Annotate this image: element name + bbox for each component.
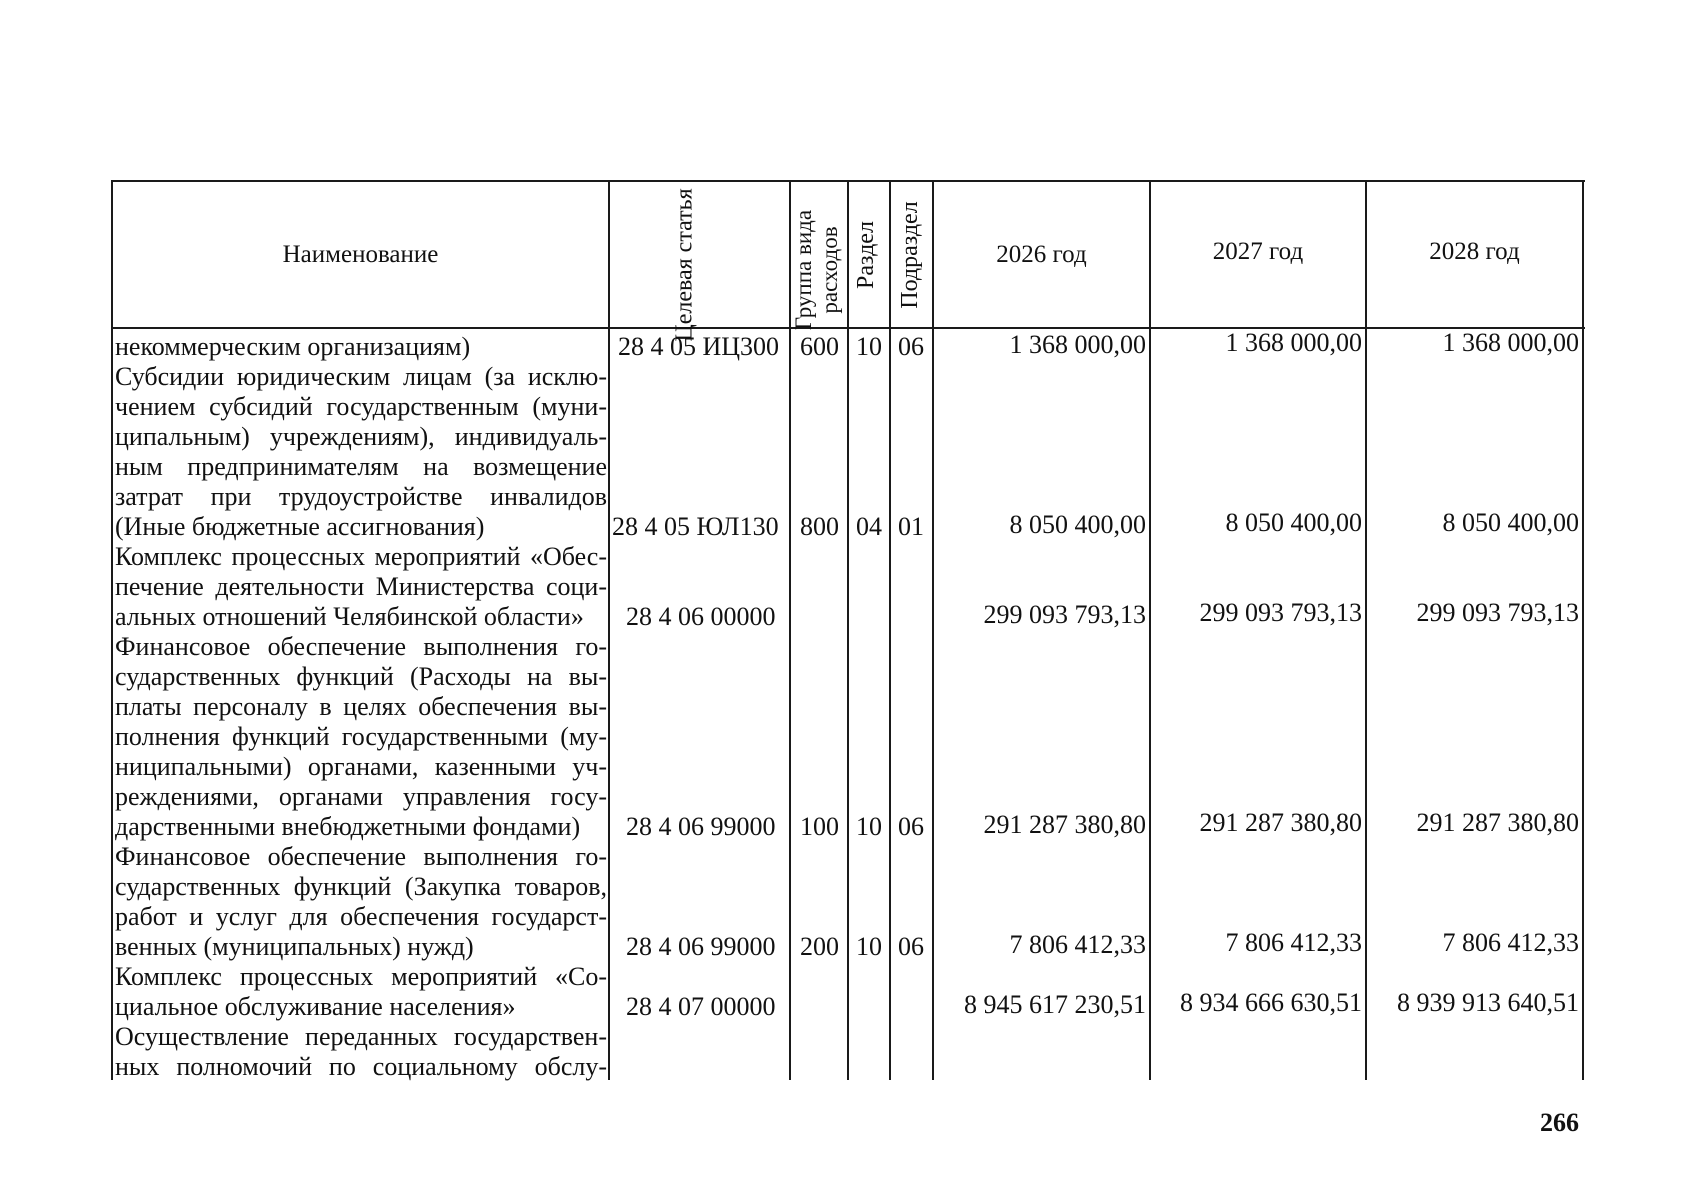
page-number: 266	[1540, 1108, 1579, 1137]
row-2027: 299 093 793,13	[1199, 598, 1362, 627]
row-2026: 299 093 793,13	[983, 600, 1146, 629]
row-subsection: 01	[898, 512, 924, 541]
row-section: 04	[856, 512, 882, 541]
header-target: Целевая статья	[671, 188, 698, 342]
header-2027: 2027 год	[1212, 238, 1304, 265]
header-section: Раздел	[853, 221, 879, 289]
row-name: некоммерческим организациям)	[115, 332, 471, 361]
row-name: Финансовое обеспечение выполнения го- сударственных функций (Закупка товаров, работ и услуг для обеспечения государст- венных (муниципальных) нужд)	[115, 842, 607, 961]
row-2027: 8 934 666 630,51	[1180, 988, 1362, 1017]
row-target: 28 4 06 99000	[626, 812, 776, 841]
row-subsection: 06	[898, 332, 924, 361]
col-divider-section	[889, 180, 891, 1080]
row-name: Финансовое обеспечение выполнения го- сударственных функций (Расходы на вы- платы персоналу в целях обеспечения вы- полнения функций государственными (му- ниципальными) органами, казенными уч- реждениями, органами управления госу- дарственными внебюджетными фондами)	[115, 632, 607, 841]
row-2026: 1 368 000,00	[1009, 330, 1146, 359]
row-target: 28 4 06 00000	[626, 602, 776, 631]
row-group: 200	[800, 932, 839, 961]
header-group: Группа вида расходов	[791, 209, 842, 331]
header-2026: 2026 год	[996, 240, 1087, 268]
row-2026: 7 806 412,33	[1009, 930, 1146, 959]
row-2028: 1 368 000,00	[1442, 328, 1579, 357]
header-name: Наименование	[282, 240, 439, 268]
row-target: 28 4 06 99000	[626, 932, 776, 961]
row-name: Комплекс процессных мероприятий «Обес- печение деятельности Министерства соци- альных отношений Челябинской области»	[115, 542, 607, 631]
col-divider-group	[847, 180, 849, 1080]
row-target: 28 4 05 ЮЛ130	[612, 512, 779, 541]
row-group: 100	[800, 812, 839, 841]
row-2028: 7 806 412,33	[1442, 928, 1579, 957]
row-2027: 8 050 400,00	[1225, 508, 1362, 537]
row-2028: 291 287 380,80	[1416, 808, 1579, 837]
col-divider-name	[608, 180, 610, 1080]
row-section: 10	[856, 332, 882, 361]
row-subsection: 06	[898, 932, 924, 961]
row-2028: 299 093 793,13	[1416, 598, 1579, 627]
row-target: 28 4 05 ИЦ300	[618, 332, 780, 361]
row-2027: 1 368 000,00	[1225, 328, 1362, 357]
row-group: 600	[800, 332, 839, 361]
row-name: Комплекс процессных мероприятий «Со- циальное обслуживание населения»	[115, 962, 607, 1021]
row-2026: 291 287 380,80	[983, 810, 1146, 839]
row-2028: 8 939 913 640,51	[1397, 988, 1579, 1017]
row-2027: 291 287 380,80	[1199, 808, 1362, 837]
row-name: Субсидии юридическим лицам (за исклю- чением субсидий государственным (муни- ципальным) учреждениям), индивидуаль- ным предпринимателям на возмещение затрат при трудоустройстве инвалидов (Иные бюджетные ассигнования)	[115, 362, 607, 541]
row-target: 28 4 07 00000	[626, 992, 776, 1021]
row-2026: 8 945 617 230,51	[964, 990, 1146, 1019]
header-2028: 2028 год	[1429, 238, 1520, 265]
col-divider-right	[1582, 180, 1584, 1080]
row-section: 10	[856, 932, 882, 961]
row-subsection: 06	[898, 812, 924, 841]
row-2028: 8 050 400,00	[1442, 508, 1579, 537]
row-2026: 8 050 400,00	[1009, 510, 1146, 539]
row-group: 800	[800, 512, 839, 541]
row-section: 10	[856, 812, 882, 841]
row-2027: 7 806 412,33	[1225, 928, 1362, 957]
row-name: Осуществление переданных государствен- ных полномочий по социальному обслу-	[115, 1022, 607, 1081]
header-subsection: Подраздел	[897, 201, 923, 309]
